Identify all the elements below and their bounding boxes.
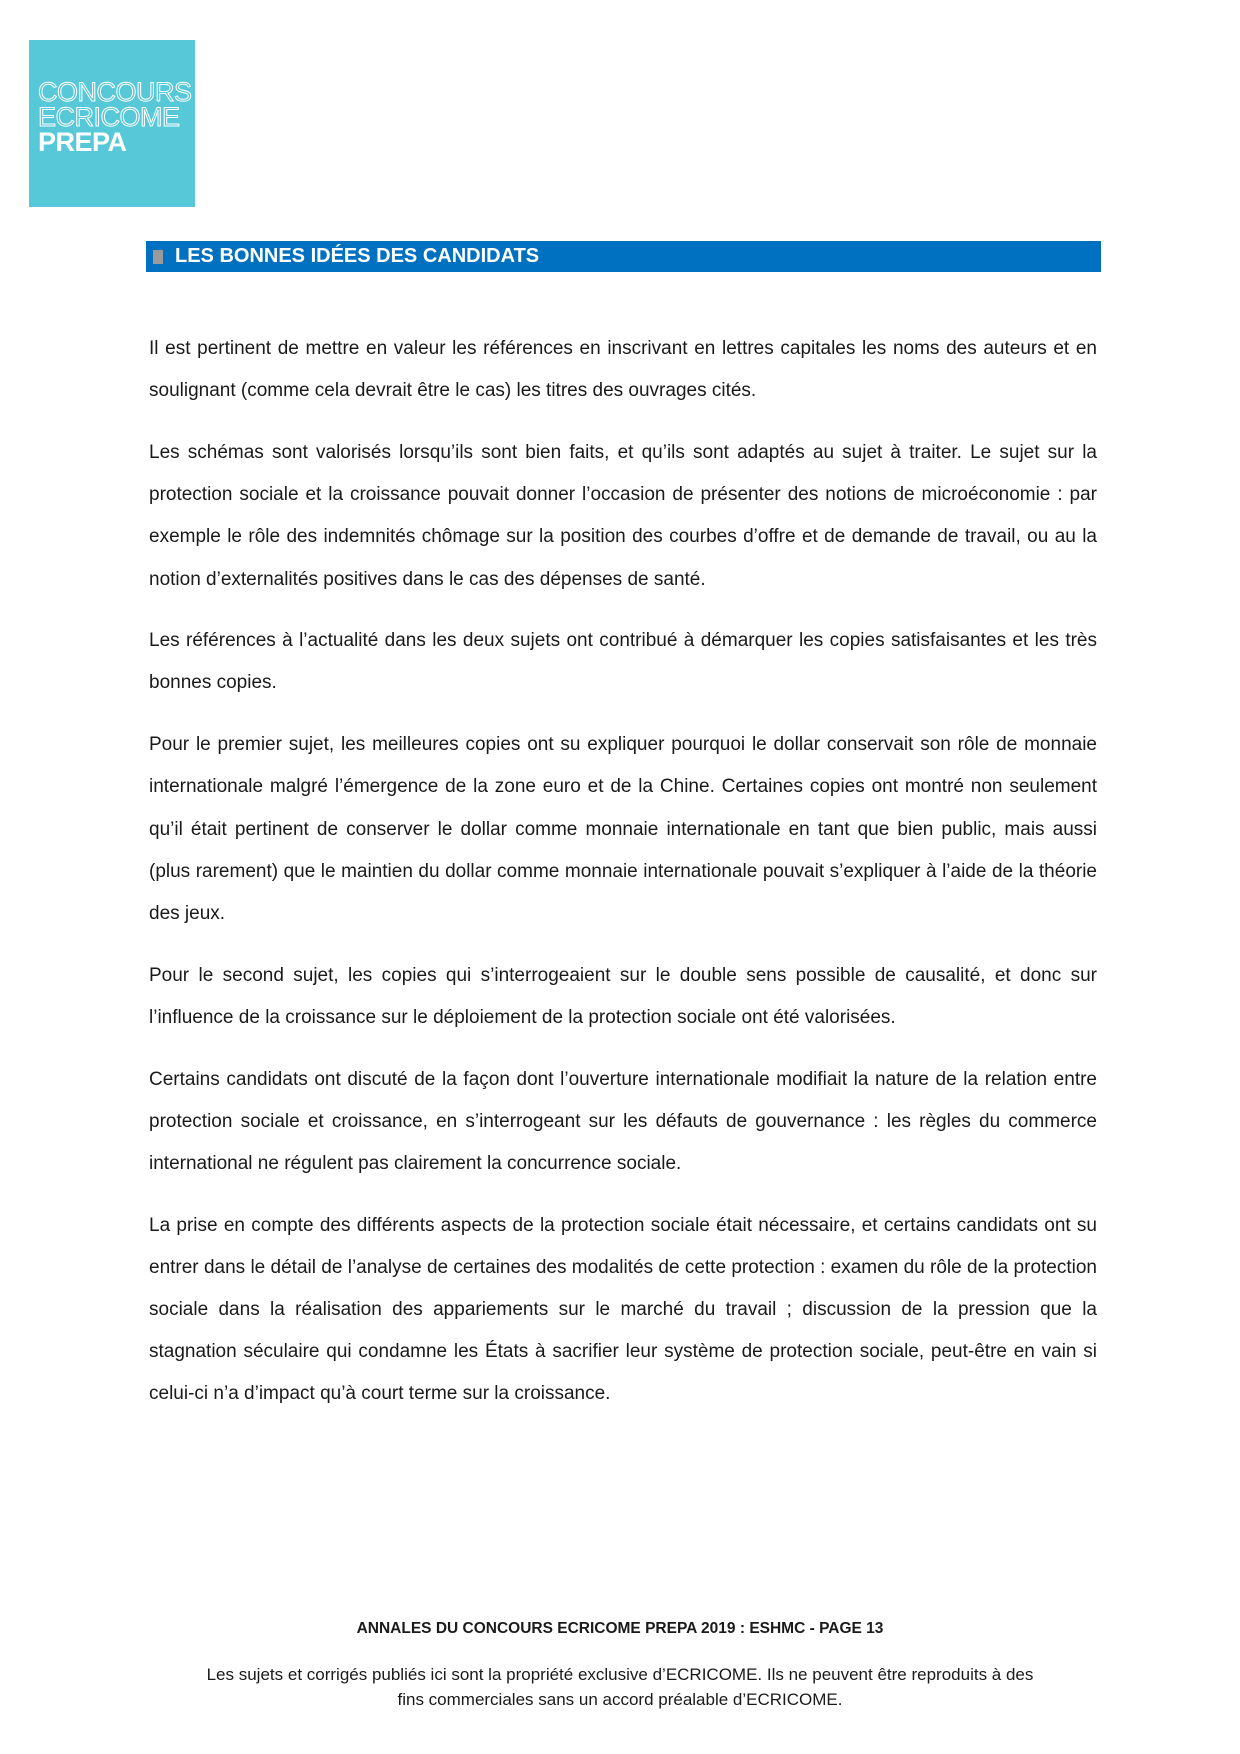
footer-note [120, 1662, 1120, 1712]
logo-line-prepa: PREPA [38, 127, 127, 157]
logo-line-ecricome: ECRICOME [38, 102, 180, 132]
paragraph: Les références à l’actualité dans les deux sujets ont contribué à démarquer les copies satisfaisantes et les très bonnes copies. [149, 630, 1097, 694]
footer-note-line: fins commerciales sans un accord préalable d’ECRICOME. [397, 1690, 843, 1709]
footer-title: ANNALES DU CONCOURS ECRICOME PREPA 2019 : ESHMC - PAGE 13 [356, 1620, 884, 1637]
square-bullet-icon [153, 250, 163, 264]
paragraph: Certains candidats ont discuté de la façon dont l’ouverture internationale modifiait la nature de la relation entre protection sociale et croissance, en s’interrogeant sur les défauts de gouvernance : les règles du commerce international ne régulent pas clairement la concurrence sociale. [149, 1068, 1097, 1174]
paragraph: La prise en compte des différents aspects de la protection sociale était nécessaire, et certains candidats ont su entrer dans le détail de l’analyse de certaines des modalités de cette protection : examen du rôle de la protection sociale dans la réalisation des appariements sur le marché du travail ; discussion de la pression que la stagnation séculaire qui condamne les États à sacrifier leur système de protection sociale, peut-être en vain si celui-ci n’a d’impact qu’à court terme sur la croissance. [149, 1214, 1097, 1405]
logo-line-concours: CONCOURS [38, 77, 192, 107]
paragraph: Il est pertinent de mettre en valeur les références en inscrivant en lettres capitales les noms des auteurs et en soulignant (comme cela devrait être le cas) les titres des ouvrages cités. [149, 338, 1097, 402]
paragraph: Pour le premier sujet, les meilleures copies ont su expliquer pourquoi le dollar conservait son rôle de monnaie internationale malgré l’émergence de la zone euro et de la Chine. Certaines copies ont montré non seulement qu’il était pertinent de conserver le dollar comme monnaie internationale en tant que bien public, mais aussi (plus rarement) que le maintien du dollar comme monnaie internationale pouvait s’expliquer à l’aide de la théorie des jeux. [149, 734, 1097, 924]
paragraph: Les schémas sont valorisés lorsqu’ils sont bien faits, et qu’ils sont adaptés au sujet à traiter. Le sujet sur la protection sociale et la croissance pouvait donner l’occasion de présenter des notions de microéconomie : par exemple le rôle des indemnités chômage sur la position des courbes d’offre et de demande de travail, ou au la notion d’externalités positives dans le cas des dépenses de santé. [149, 441, 1097, 590]
body-text [149, 328, 1097, 1435]
section-title: LES BONNES IDÉES DES CANDIDATS [175, 245, 540, 267]
logo [29, 40, 195, 207]
footer-note-line: Les sujets et corrigés publiés ici sont la propriété exclusive d’ECRICOME. Ils ne peuvent être reproduits à des [206, 1665, 1034, 1684]
section-header [146, 241, 1101, 272]
paragraph: Pour le second sujet, les copies qui s’interrogeaient sur le double sens possible de causalité, et donc sur l’influence de la croissance sur le déploiement de la protection sociale ont été valorisées. [149, 964, 1097, 1028]
